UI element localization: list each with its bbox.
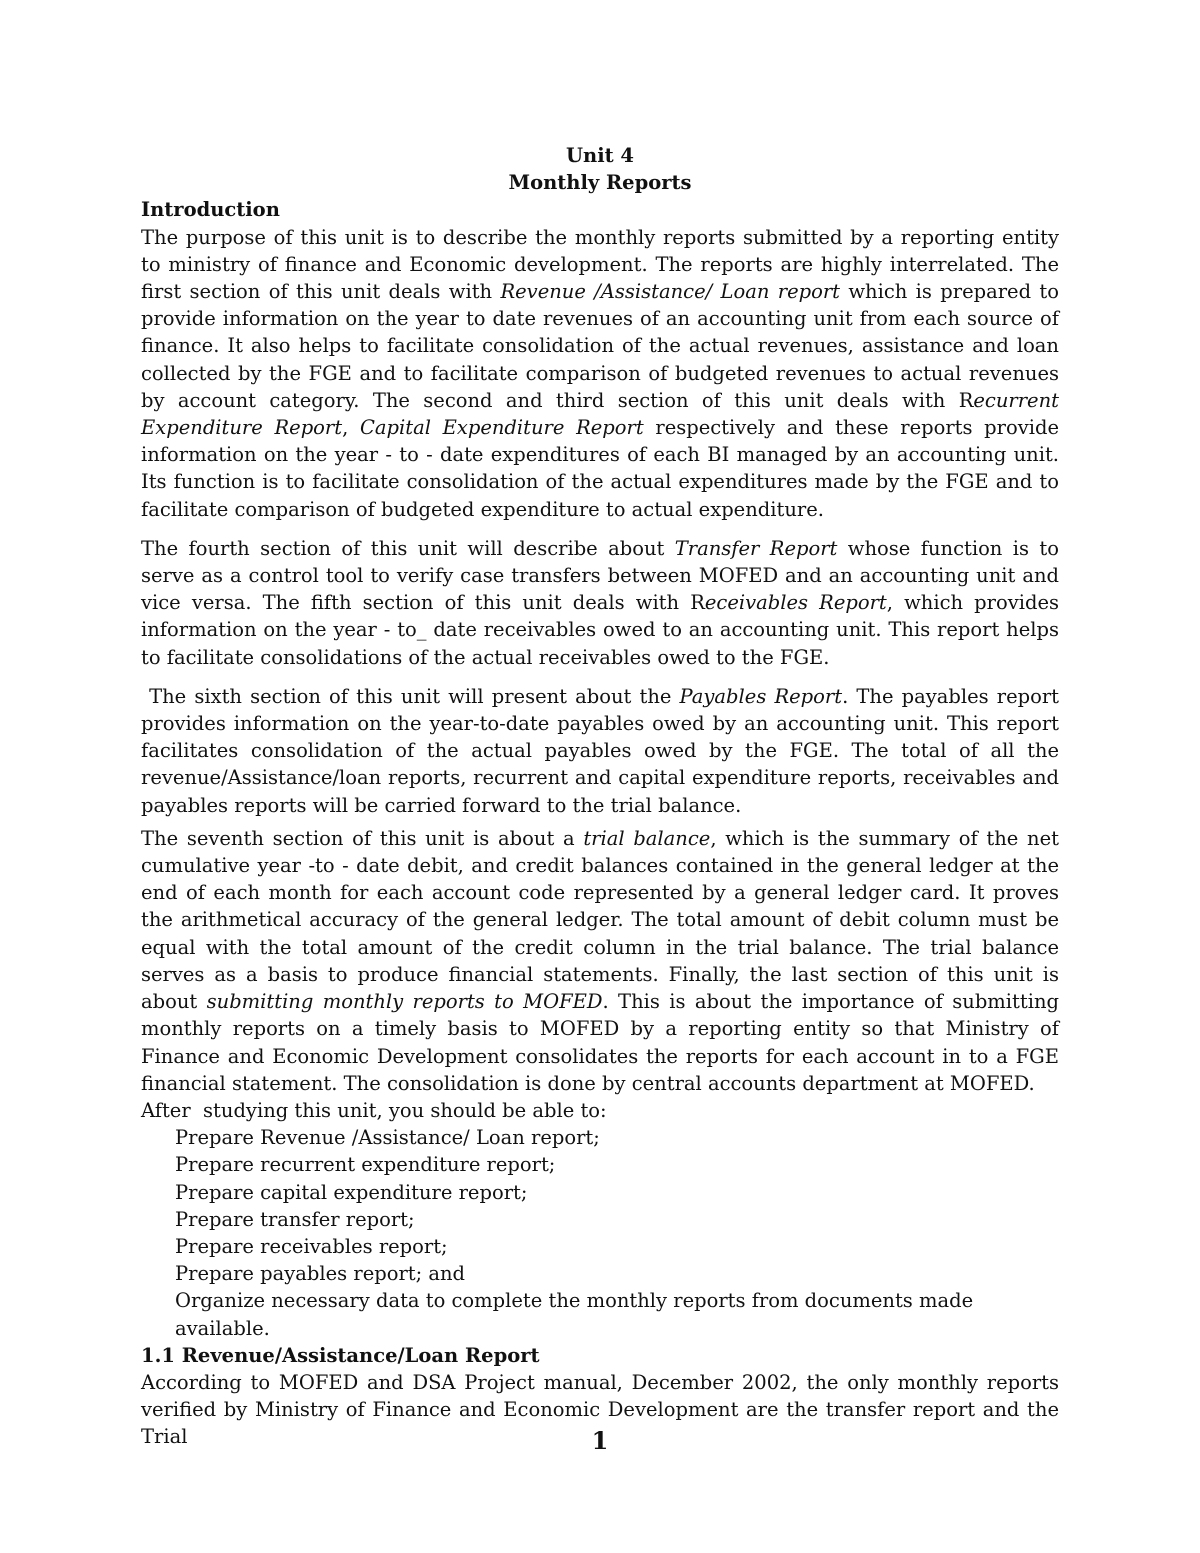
italic-capital-report: Capital Expenditure Report bbox=[359, 416, 644, 440]
italic-transfer-report: Transfer Report bbox=[674, 536, 838, 560]
objective-item: Prepare recurrent expenditure report; bbox=[175, 1153, 556, 1177]
italic-recurrent-report: ecurrent Expenditure Report bbox=[141, 388, 1059, 440]
section-1-1-paragraph: According to MOFED and DSA Project manual, December 2002, the only monthly reports verified by Ministry of Finance and Economic Development are the transfer report and the Trial bbox=[141, 1370, 1059, 1449]
text-run: The sixth section of this unit will present about the bbox=[141, 684, 680, 708]
intro-paragraph-3 bbox=[141, 683, 1059, 819]
text-run: , bbox=[342, 416, 360, 440]
objectives-lead: After studying this unit, you should be able to: bbox=[141, 1098, 607, 1122]
text-run: The fourth section of this unit will describe about bbox=[141, 536, 675, 560]
unit-number: Unit 4 bbox=[566, 144, 634, 167]
text-run: which is prepared to provide information on the year to date revenues of an accounting unit from each source of finance. It also helps to facilitate consolidation of the actual revenues, assistance and loan collected by the FGE and to facilitate comparison of budgeted revenues to actual revenues by account category. The second and third section of this unit deals with R bbox=[141, 280, 1059, 412]
intro-paragraph-4 bbox=[141, 825, 1059, 1097]
objectives-list bbox=[141, 1124, 1059, 1342]
unit-title: Monthly Reports bbox=[508, 171, 692, 195]
page-number: 1 bbox=[591, 1426, 609, 1455]
objective-item: Prepare capital expenditure report; bbox=[175, 1180, 528, 1204]
objective-item: Prepare receivables report; bbox=[175, 1234, 448, 1258]
objective-item: Prepare transfer report; bbox=[175, 1207, 415, 1231]
intro-paragraph-2 bbox=[141, 535, 1059, 671]
italic-trial-balance: trial balance bbox=[583, 826, 711, 850]
section-heading-1-1: 1.1 Revenue/Assistance/Loan Report bbox=[141, 1343, 540, 1367]
text-run: whose function is to serve as a control tool to verify case transfers between MOFED and an accounting unit and vice versa. The fifth section of this unit deals with R bbox=[141, 536, 1059, 615]
italic-revenue-report: Revenue /Assistance/ Loan report bbox=[500, 280, 841, 304]
text-run: The purpose of this unit is to describe the monthly reports submitted by a reporting entity to ministry of finance and Economic development. The reports are highly interrelated. The first section of this unit deals with bbox=[141, 225, 1059, 304]
page-content bbox=[141, 142, 1059, 1451]
italic-receivables-report: eceivables Report bbox=[704, 591, 887, 615]
text-run: . The payables report provides information on the year-to-date payables owed by an accounting unit. This report facilitates consolidation of the actual payables owed by the FGE. The total of all the revenue/Assistance/loan reports, recurrent and capital expenditure reports, receivables and payables reports will be carried forward to the trial balance. bbox=[141, 684, 1059, 817]
text-run: , which provides information on the year - to_ date receivables owed to an accounting unit. This report helps to facilitate consolidations of the actual receivables owed to the FGE. bbox=[141, 591, 1060, 669]
introduction-heading: Introduction bbox=[141, 198, 280, 222]
text-run: The seventh section of this unit is about a bbox=[141, 826, 584, 850]
text-run: . This is about the importance of submitting monthly reports on a timely basis to MOFED by a reporting entity so that Ministry of Finance and Economic Development consolidates the reports for each account in to a FGE financial statement. The consolidation is done by central accounts department at MOFED. bbox=[141, 990, 1059, 1095]
text-run: , which is the summary of the net cumulative year -to - date debit, and credit balances contained in the general ledger at the end of each month for each account code represented by a general ledger card. It proves the arithmetical accuracy of the general ledger. The total amount of debit column must be equal with the total amount of the credit column in the trial balance. The trial balance serves as a basis to produce financial statements. Finally, the last section of this unit is about bbox=[141, 826, 1059, 1014]
objective-item: Prepare payables report; and bbox=[175, 1262, 466, 1286]
text-run: respectively and these reports provide information on the year - to - date expenditures of each BI managed by an accounting unit. Its function is to facilitate consolidation of the actual expenditures made by the FGE and to facilitate comparison of budgeted expenditure to actual expenditure. bbox=[141, 416, 1059, 521]
italic-submitting-reports: submitting monthly reports to MOFED bbox=[206, 990, 603, 1014]
objective-item: Prepare Revenue /Assistance/ Loan report; bbox=[175, 1126, 600, 1150]
objective-item: Organize necessary data to complete the monthly reports from documents made available. bbox=[175, 1289, 974, 1340]
intro-paragraph-1 bbox=[141, 224, 1059, 523]
italic-payables-report: Payables Report bbox=[679, 684, 843, 708]
